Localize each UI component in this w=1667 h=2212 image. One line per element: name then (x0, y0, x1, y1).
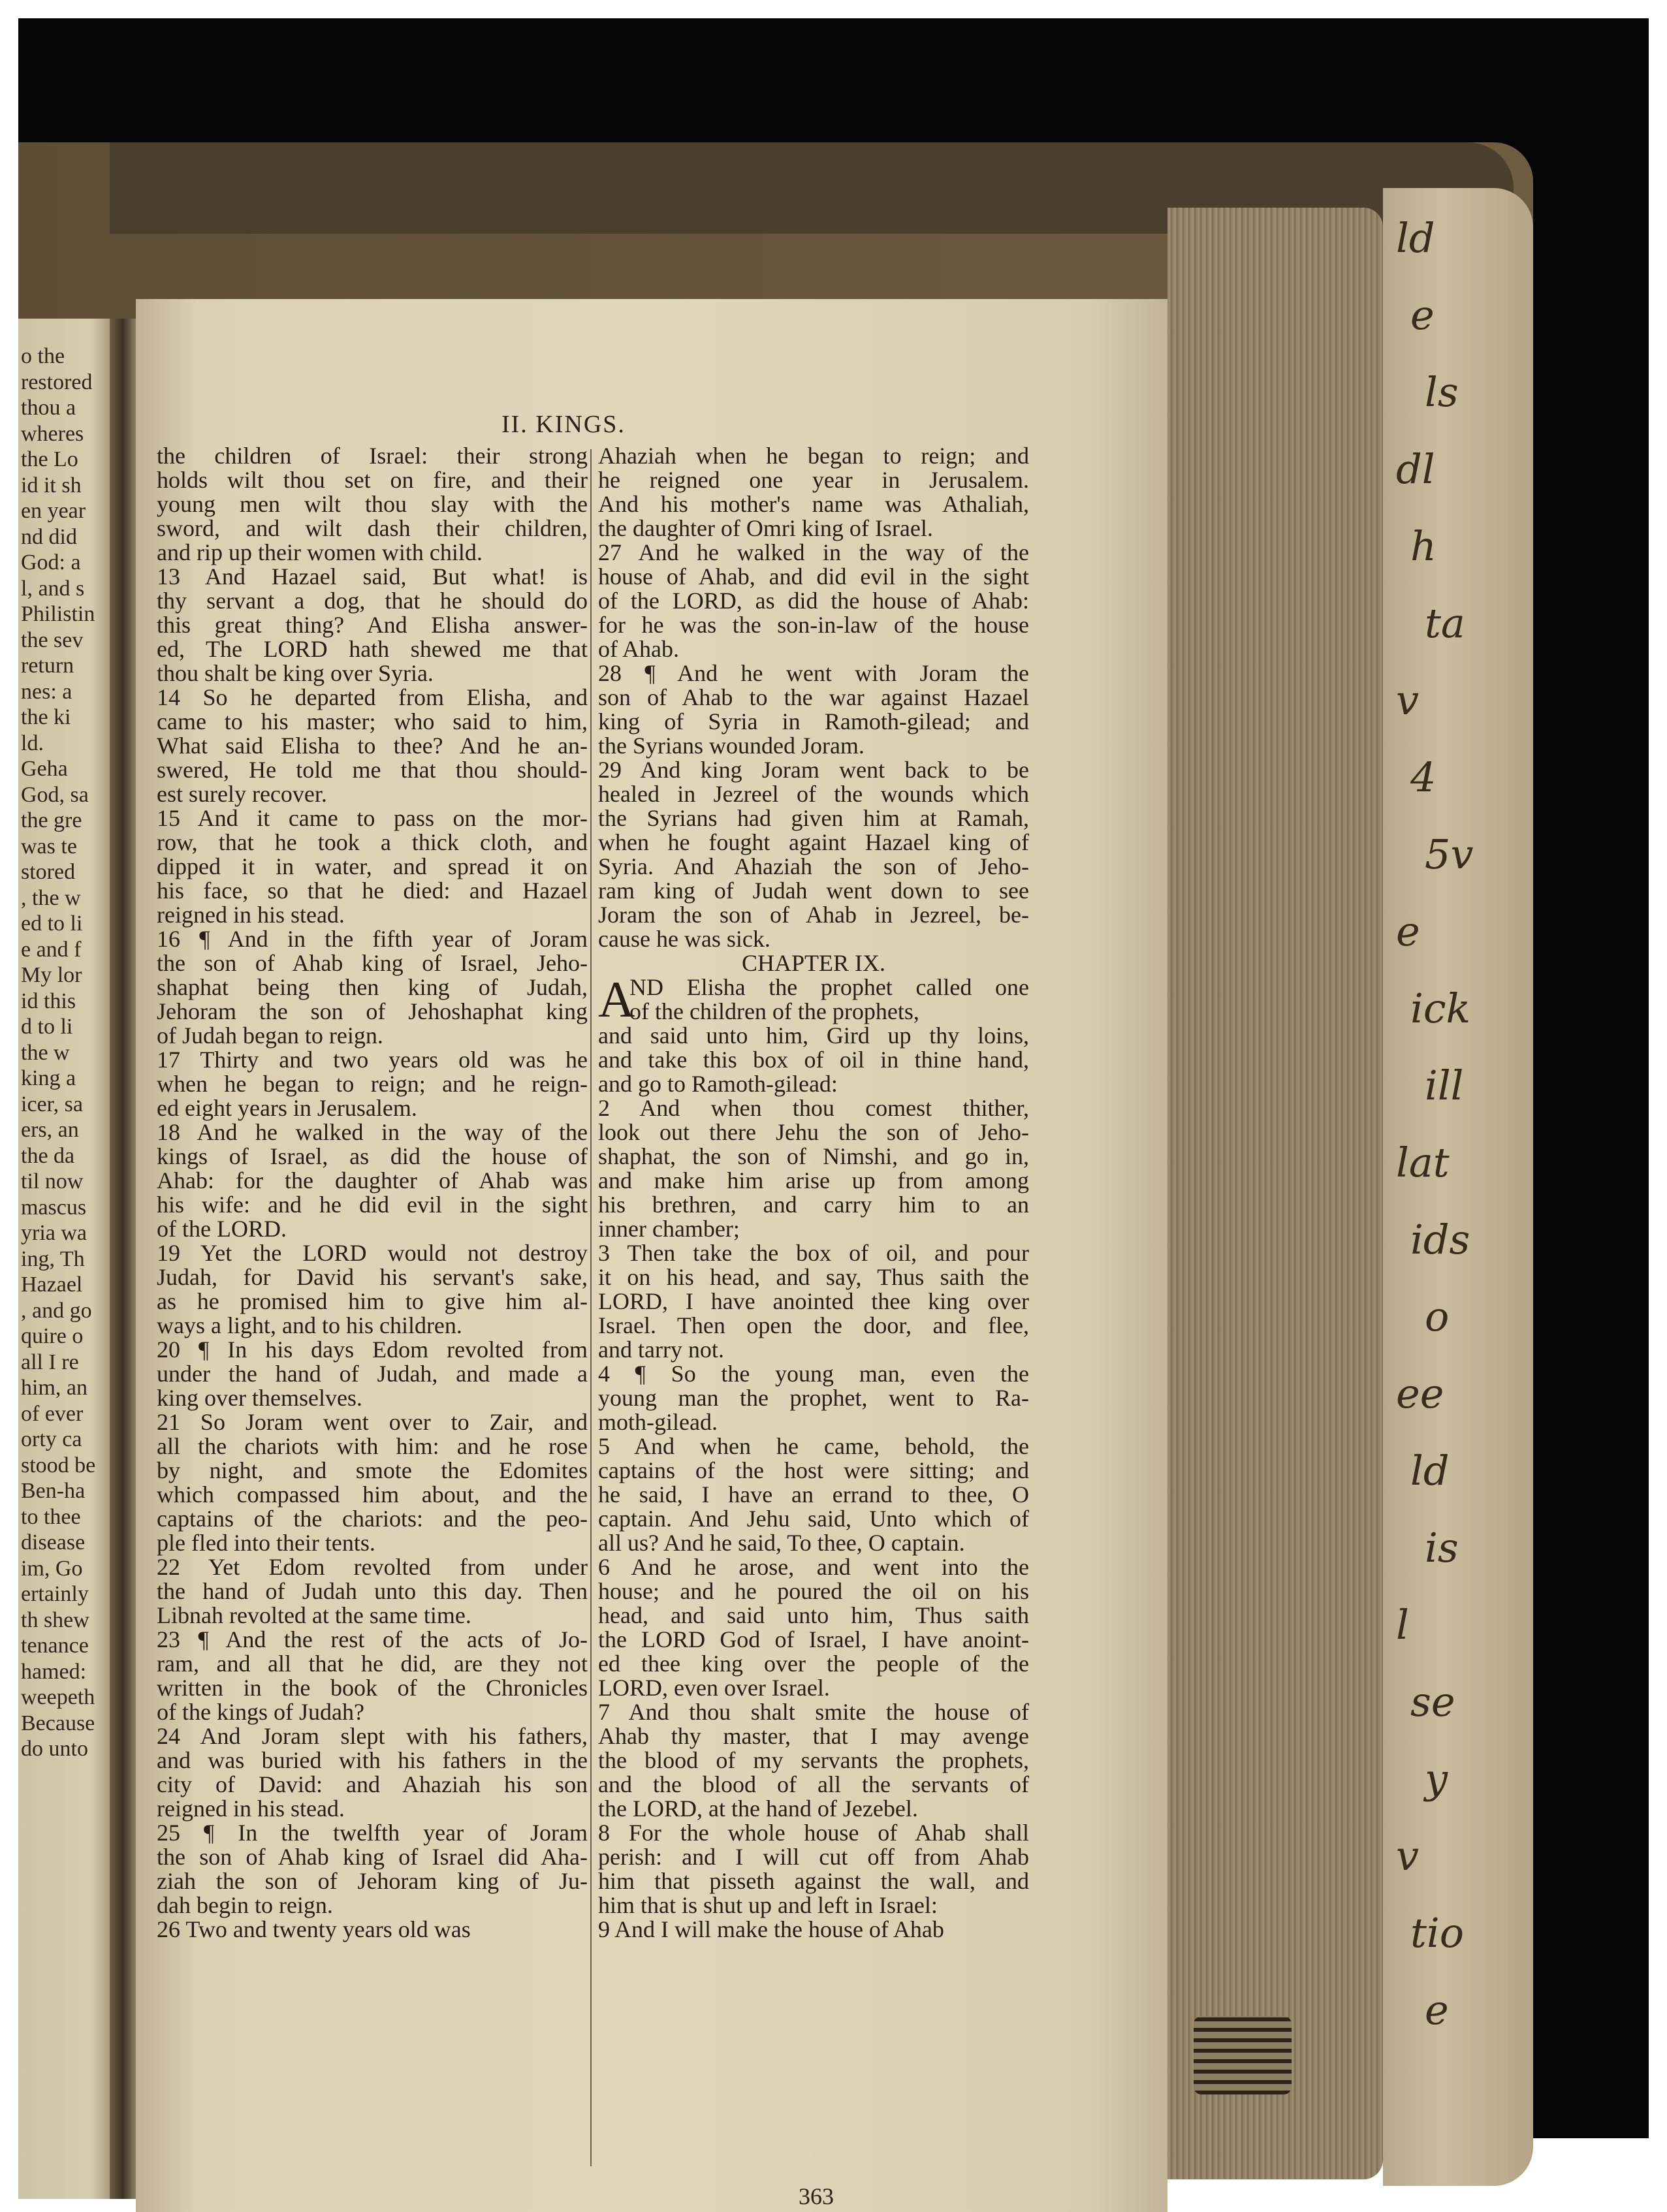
left-text-column (157, 444, 588, 1942)
text-line: when he began to reign; and he reign- (157, 1071, 588, 1097)
right-page (136, 299, 1167, 2212)
text-line: Joram the son of Ahab in Jezreel, be- (598, 902, 1029, 928)
handwritten-annotation: h (1410, 522, 1437, 570)
left-page-strip (18, 319, 110, 2199)
left-page-fragment: icer, sa (21, 1092, 83, 1116)
left-page-fragment: Because (21, 1711, 95, 1735)
left-page-fragment: the w (21, 1040, 70, 1065)
text-line: Judah, for David his servant's sake, (157, 1264, 588, 1290)
text-line: healed in Jezreel of the wounds which (598, 781, 1029, 807)
text-line: 22 Yet Edom revolted from under (157, 1554, 588, 1580)
left-page-fragment: orty ca (21, 1427, 82, 1451)
left-page-fragment: mascus (21, 1195, 87, 1220)
text-line: 19 Yet the LORD would not destroy (157, 1240, 588, 1266)
column-rule (590, 449, 592, 2166)
text-line: 17 Thirty and two years old was he (157, 1047, 588, 1073)
book-cover (18, 142, 1533, 2209)
text-line: captains of the chariots: and the peo- (157, 1506, 588, 1532)
text-line: 18 And he walked in the way of the (157, 1119, 588, 1145)
text-line: king over themselves. (157, 1385, 362, 1411)
left-page-fragment: the ki (21, 705, 71, 729)
text-line: Ahab thy master, that I may avenge (598, 1723, 1029, 1749)
text-line: came to his master; who said to him, (157, 708, 588, 735)
left-page-fragment: Geha (21, 757, 68, 781)
handwritten-annotation: ick (1410, 985, 1471, 1032)
left-page-fragment: stood be (21, 1453, 96, 1477)
left-page-fragment: restored (21, 370, 93, 394)
text-line: captain. And Jehu said, Unto which of (598, 1506, 1029, 1532)
text-line: 27 And he walked in the way of the (598, 539, 1029, 565)
left-page-fragment: tenance (21, 1634, 89, 1658)
text-line: which compassed him about, and the (157, 1481, 588, 1508)
text-line: ed, The LORD hath shewed me that (157, 636, 588, 662)
text-line: ple fled into their tents. (157, 1530, 375, 1556)
handwritten-annotation: v (1396, 676, 1420, 724)
text-line: perish: and I will cut off from Ahab (598, 1844, 1029, 1870)
page-fore-edges (1167, 208, 1383, 2179)
text-line: 8 For the whole house of Ahab shall (598, 1820, 1029, 1846)
text-line: cause he was sick. (598, 926, 770, 952)
text-line: it on his head, and say, Thus saith the (598, 1264, 1029, 1290)
text-line: moth-gilead. (598, 1409, 718, 1435)
text-line: 13 And Hazael said, But what! is (157, 563, 588, 590)
text-line: swered, He told me that thou should- (157, 757, 588, 783)
left-page-fragment: nd did (21, 524, 77, 549)
text-line: Israel. Then open the door, and flee, (598, 1312, 1029, 1338)
text-line: thy servant a dog, that he should do (157, 588, 588, 614)
left-page-fragment: ing, Th (21, 1246, 85, 1271)
handwritten-annotation: ld (1396, 214, 1435, 262)
text-line: look out there Jehu the son of Jeho- (598, 1119, 1029, 1145)
handwritten-annotation: 4 (1410, 753, 1437, 801)
left-page-fragment: wheres (21, 421, 84, 446)
text-line: house; and he poured the oil on his (598, 1578, 1029, 1604)
left-page-fragment: til now (21, 1169, 84, 1193)
text-line: dah begin to reign. (157, 1892, 333, 1918)
text-line: What said Elisha to thee? And he an- (157, 733, 588, 759)
left-page-fragment: yria wa (21, 1221, 87, 1245)
left-page-fragment: to thee (21, 1504, 81, 1529)
text-line: 23 ¶ And the rest of the acts of Jo- (157, 1626, 588, 1652)
book-gutter (110, 319, 136, 2199)
handwritten-annotation: tio (1410, 1909, 1465, 1957)
text-line: 29 And king Joram went back to be (598, 757, 1029, 783)
text-line: the hand of Judah unto this day. Then (157, 1578, 588, 1604)
text-line: 3 Then take the box of oil, and pour (598, 1240, 1029, 1266)
text-line: ziah the son of Jehoram king of Ju- (157, 1868, 588, 1894)
text-line: and was buried with his fathers in the (157, 1747, 588, 1773)
handwritten-annotation: l (1396, 1601, 1409, 1649)
text-line: and take this box of oil in thine hand, (598, 1047, 1029, 1073)
text-line: 2 And when thou comest thither, (598, 1095, 1029, 1121)
handwritten-annotation: ids (1410, 1216, 1470, 1263)
text-line: as he promised him to give him al- (157, 1288, 588, 1314)
left-page-fragment: e and f (21, 937, 82, 962)
text-line: when he fought againt Hazael king of (598, 829, 1029, 855)
text-line: ed thee king over the people of the (598, 1651, 1029, 1677)
text-line: row, that he took a thick cloth, and (157, 829, 588, 855)
text-line: son of Ahab to the war against Hazael (598, 684, 1029, 710)
text-line: by night, and smote the Edomites (157, 1457, 588, 1483)
text-line: 9 And I will make the house of Ahab (598, 1916, 944, 1942)
left-page-fragment: stored (21, 860, 76, 884)
left-page-fragment: My lor (21, 963, 82, 987)
text-line: house of Ahab, and did evil in the sight (598, 563, 1029, 590)
text-line: inner chamber; (598, 1216, 740, 1242)
page-number: 363 (799, 2183, 834, 2209)
handwritten-annotation: y (1425, 1755, 1448, 1803)
left-page-fragment: quire o (21, 1324, 84, 1348)
text-line: young men wilt thou slay with the (157, 491, 588, 517)
text-line: ND Elisha the prophet called one (629, 974, 1029, 1000)
text-line: Ahaziah when he began to reign; and (598, 443, 1029, 469)
left-page-fragment: nes: a (21, 679, 72, 704)
text-line: the daughter of Omri king of Israel. (598, 515, 933, 541)
text-line: the blood of my servants the prophets, (598, 1747, 1029, 1773)
text-line: 24 And Joram slept with his fathers, (157, 1723, 588, 1749)
handwritten-annotation: ld (1410, 1447, 1450, 1494)
text-line: shaphat being then king of Judah, (157, 974, 588, 1000)
text-line: his face, so that he died: and Hazael (157, 877, 588, 904)
text-line: ways a light, and to his children. (157, 1312, 462, 1338)
left-page-fragment: ld. (21, 731, 44, 755)
text-line: all us? And he said, To thee, O captain. (598, 1530, 965, 1556)
text-line: 21 So Joram went over to Zair, and (157, 1409, 588, 1435)
handwritten-annotation: is (1425, 1524, 1459, 1572)
left-page-fragment: th shew (21, 1607, 89, 1632)
left-page-fragment: the Lo (21, 447, 78, 471)
text-line: of the children of the prophets, (629, 998, 919, 1024)
text-line: of the LORD, as did the house of Ahab: (598, 588, 1029, 614)
text-line: shaphat, the son of Nimshi, and go in, (598, 1143, 1029, 1169)
text-line: and tarry not. (598, 1336, 724, 1363)
left-page-fragment: do unto (21, 1737, 88, 1761)
left-page-fragment: the da (21, 1143, 75, 1168)
text-line: kings of Israel, as did the house of (157, 1143, 588, 1169)
left-page-fragment: hamed: (21, 1659, 87, 1684)
left-page-fragment: o the (21, 344, 65, 368)
text-line: est surely recover. (157, 781, 327, 807)
handwritten-annotation: 5v (1425, 830, 1474, 878)
text-line: 20 ¶ In his days Edom revolted from (157, 1336, 588, 1363)
text-line: the Syrians wounded Joram. (598, 733, 865, 759)
text-line: king of Syria in Ramoth-gilead; and (598, 708, 1029, 735)
left-page-fragment: disease (21, 1530, 86, 1555)
text-line: for he was the son-in-law of the house (598, 612, 1029, 638)
text-line: captains of the host were sitting; and (598, 1457, 1029, 1483)
left-page-fragment: l, and s (21, 576, 85, 601)
text-line: Syria. And Ahaziah the son of Jeho- (598, 853, 1029, 879)
text-line: of Ahab. (598, 636, 679, 662)
text-line: city of David: and Ahaziah his son (157, 1771, 588, 1797)
handwritten-annotation: e (1410, 291, 1435, 339)
drop-cap: A (598, 971, 635, 1028)
text-line: the Syrians had given him at Ramah, (598, 805, 1029, 831)
text-line: Libnah revolted at the same time. (157, 1602, 471, 1628)
left-page-fragment: en year (21, 499, 86, 523)
text-line: reigned in his stead. (157, 902, 345, 928)
text-line: and the blood of all the servants of (598, 1771, 1029, 1797)
text-line: ram, and all that he did, are they not (157, 1651, 588, 1677)
left-page-fragment: , and go (21, 1298, 92, 1323)
running-header: II. KINGS. (501, 411, 626, 438)
text-line: ed eight years in Jerusalem. (157, 1095, 417, 1121)
left-page-fragment: thou a (21, 396, 76, 420)
left-page-fragment: id this (21, 988, 76, 1013)
handwritten-annotation: ta (1425, 599, 1465, 647)
left-page-fragment: im, Go (21, 1556, 83, 1581)
text-line: reigned in his stead. (157, 1795, 345, 1822)
text-line: dipped it in water, and spread it on (157, 853, 588, 879)
text-line: ram king of Judah went down to see (598, 877, 1029, 904)
left-page-fragment: , the w (21, 885, 81, 910)
text-line: his wife: and he did evil in the sight (157, 1192, 588, 1218)
text-line: 25 ¶ In the twelfth year of Joram (157, 1820, 588, 1846)
handwritten-annotation: ill (1425, 1062, 1464, 1109)
text-line: Ahab: for the daughter of Ahab was (157, 1167, 588, 1193)
left-page-fragment: the sev (21, 627, 84, 652)
left-page-fragment: ertainly (21, 1582, 89, 1606)
text-line: LORD, I have anointed thee king over (598, 1288, 1029, 1314)
text-line: 4 ¶ So the young man, even the (598, 1361, 1029, 1387)
text-line: holds wilt thou set on fire, and their (157, 467, 588, 493)
left-page-fragment: ed to li (21, 911, 83, 936)
text-line: 6 And he arose, and went into the (598, 1554, 1029, 1580)
left-page-fragment: id it sh (21, 473, 82, 498)
text-line: 14 So he departed from Elisha, and (157, 684, 588, 710)
chapter-opening (598, 971, 1029, 1028)
left-page-fragment: was te (21, 834, 77, 859)
left-page-fragment: return (21, 654, 74, 678)
text-line: this great thing? And Elisha answer- (157, 612, 588, 638)
text-line: Jehoram the son of Jehoshaphat king (157, 998, 588, 1024)
text-line: of the kings of Judah? (157, 1699, 364, 1725)
text-line: thou shalt be king over Syria. (157, 660, 434, 686)
left-page-fragment: weepeth (21, 1685, 95, 1709)
chapter-opening-lines (598, 971, 1029, 1028)
text-line: 5 And when he came, behold, the (598, 1433, 1029, 1459)
text-line: and rip up their women with child. (157, 539, 483, 565)
text-line: LORD, even over Israel. (598, 1675, 830, 1701)
text-line: his brethren, and carry him to an (598, 1192, 1029, 1218)
text-line: and go to Ramoth-gilead: (598, 1071, 838, 1097)
left-page-fragment: Ben-ha (21, 1479, 86, 1503)
text-line: young man the prophet, went to Ra- (598, 1385, 1029, 1411)
left-page-fragment: God, sa (21, 782, 89, 807)
text-line: the children of Israel: their strong (157, 443, 588, 469)
left-page-fragment: Philistin (21, 602, 95, 626)
left-page-fragment: him, an (21, 1376, 87, 1400)
text-line: written in the book of the Chronicles (157, 1675, 588, 1701)
right-column-top-text (598, 444, 1029, 951)
left-page-fragment: the gre (21, 808, 82, 832)
text-line: all the chariots with him: and he rose (157, 1433, 588, 1459)
text-line: 7 And thou shalt smite the house of (598, 1699, 1029, 1725)
left-page-fragment: God: a (21, 550, 81, 575)
text-line: 26 Two and twenty years old was (157, 1916, 471, 1942)
left-page-fragment: ers, an (21, 1118, 79, 1142)
text-line: he reigned one year in Jerusalem. (598, 467, 1029, 493)
left-page-fragment: of ever (21, 1401, 84, 1426)
chapter-heading: CHAPTER IX. (741, 950, 885, 976)
text-line: him that is shut up and left in Israel: (598, 1892, 938, 1918)
text-line: him that pisseth against the wall, and (598, 1868, 1029, 1894)
text-line: and said unto him, Gird up thy loins, (598, 1022, 1029, 1049)
text-line: the son of Ahab king of Israel did Aha- (157, 1844, 588, 1870)
text-line: sword, and wilt dash their children, (157, 515, 588, 541)
text-line: 16 ¶ And in the fifth year of Joram (157, 926, 588, 952)
text-line: and make him arise up from among (598, 1167, 1029, 1193)
text-line: he said, I have an errand to thee, O (598, 1481, 1029, 1508)
right-column-bottom-text (598, 1024, 1029, 1942)
text-line: the son of Ahab king of Israel, Jeho- (157, 950, 588, 976)
scan-background (18, 18, 1649, 2209)
left-page-fragment: d to li (21, 1015, 73, 1039)
edge-stamp (1194, 2016, 1292, 2094)
right-text-column (598, 444, 1029, 1942)
left-page-fragment: king a (21, 1066, 76, 1090)
text-line: 15 And it came to pass on the mor- (157, 805, 588, 831)
text-line: of the LORD. (157, 1216, 287, 1242)
handwritten-annotation: lat (1396, 1139, 1450, 1186)
text-line: 28 ¶ And he went with Joram the (598, 660, 1029, 686)
text-line: head, and said unto him, Thus saith (598, 1602, 1029, 1628)
margin-handwriting-strip (1383, 188, 1533, 2186)
handwritten-annotation: e (1396, 908, 1420, 955)
handwritten-annotation: e (1425, 1986, 1449, 2034)
left-page-fragment: Hazael (21, 1272, 83, 1297)
handwritten-annotation: o (1425, 1293, 1450, 1340)
text-line: the LORD, at the hand of Jezebel. (598, 1795, 918, 1822)
handwritten-annotation: ls (1425, 368, 1459, 416)
text-line: the LORD God of Israel, I have anoint- (598, 1626, 1029, 1652)
handwritten-annotation: se (1410, 1678, 1455, 1726)
handwritten-annotation: v (1396, 1832, 1420, 1880)
handwritten-annotation: dl (1396, 445, 1435, 493)
text-line: And his mother's name was Athaliah, (598, 491, 1029, 517)
left-page-fragment: all I re (21, 1350, 79, 1374)
handwritten-annotation: ee (1396, 1370, 1444, 1417)
text-line: of Judah began to reign. (157, 1022, 383, 1049)
text-line: under the hand of Judah, and made a (157, 1361, 588, 1387)
